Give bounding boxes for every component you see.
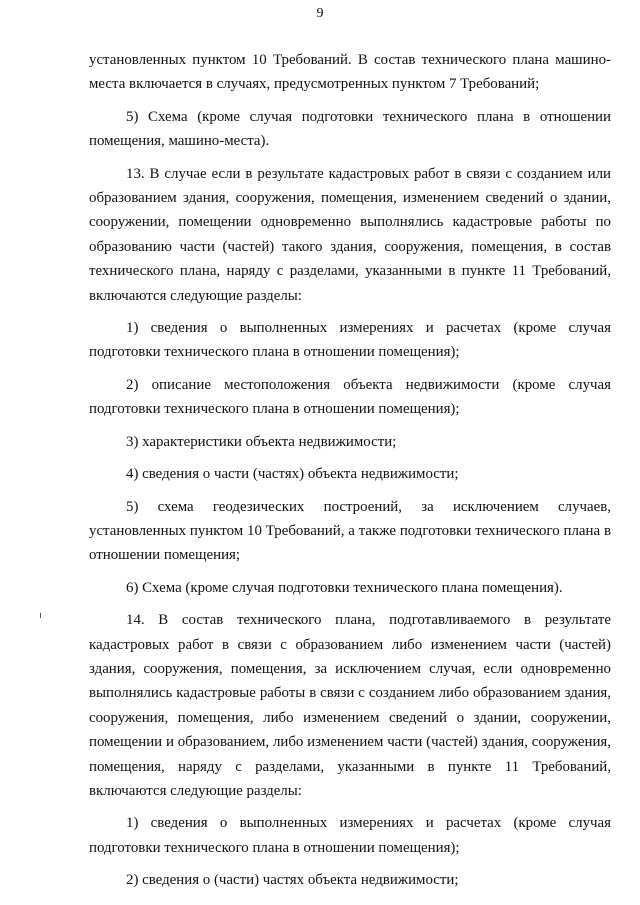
- paragraph: 14. В состав технического плана, подготавливаемого в результате кадастровых работ в связи с образованием либо изменением части (частей) здания, сооружения, помещения, за исключением случая, если одновременно выполнялись кадастровые работы в связи с созданием либо образованием здания, сооружения, помещения, либо изменением сведений о здании, сооружении, помещении и образованием, либо изменением части (частей) здания, сооружения, помещения, наряду с разделами, указанными в пункте 11 Требований, включаются следующие разделы:: [89, 612, 611, 799]
- paragraph: 6) Схема (кроме случая подготовки технического плана помещения).: [126, 579, 563, 596]
- paragraph: 13. В случае если в результате кадастровых работ в связи с созданием или образованием здания, сооружения, помещения, изменением сведений о здании, сооружении, помещении одновременно выполнялись кадастровые работы по образованию части (частей) такого здания, сооружения, помещения, в состав технического плана, наряду с разделами, указанными в пункте 11 Требований, включаются следующие разделы:: [89, 165, 611, 304]
- paragraph: 5) схема геодезических построений, за исключением случаев, установленных пунктом 10 Требований, а также подготовки технического плана в отношении помещения;: [89, 498, 611, 564]
- page-number: 9: [316, 6, 324, 21]
- scan-mark: [40, 613, 41, 618]
- paragraph: 2) описание местоположения объекта недвижимости (кроме случая подготовки технического плана в отношении помещения);: [89, 376, 611, 418]
- paragraph: установленных пунктом 10 Требований. В состав технического плана машино-места включается в случаях, предусмотренных пунктом 7 Требований;: [89, 52, 611, 93]
- paragraph: 2) сведения о (части) частях объекта недвижимости;: [126, 872, 459, 889]
- paragraph: 5) Схема (кроме случая подготовки технического плана в отношении помещения, машино-места).: [89, 108, 611, 150]
- paragraph: 1) сведения о выполненных измерениях и расчетах (кроме случая подготовки технического плана в отношении помещения);: [89, 320, 611, 361]
- document-body: [89, 48, 611, 893]
- paragraph: 1) сведения о выполненных измерениях и расчетах (кроме случая подготовки технического плана в отношении помещения);: [89, 815, 611, 856]
- paragraph: 3) характеристики объекта недвижимости;: [126, 433, 397, 450]
- paragraph: 4) сведения о части (частях) объекта недвижимости;: [126, 466, 459, 483]
